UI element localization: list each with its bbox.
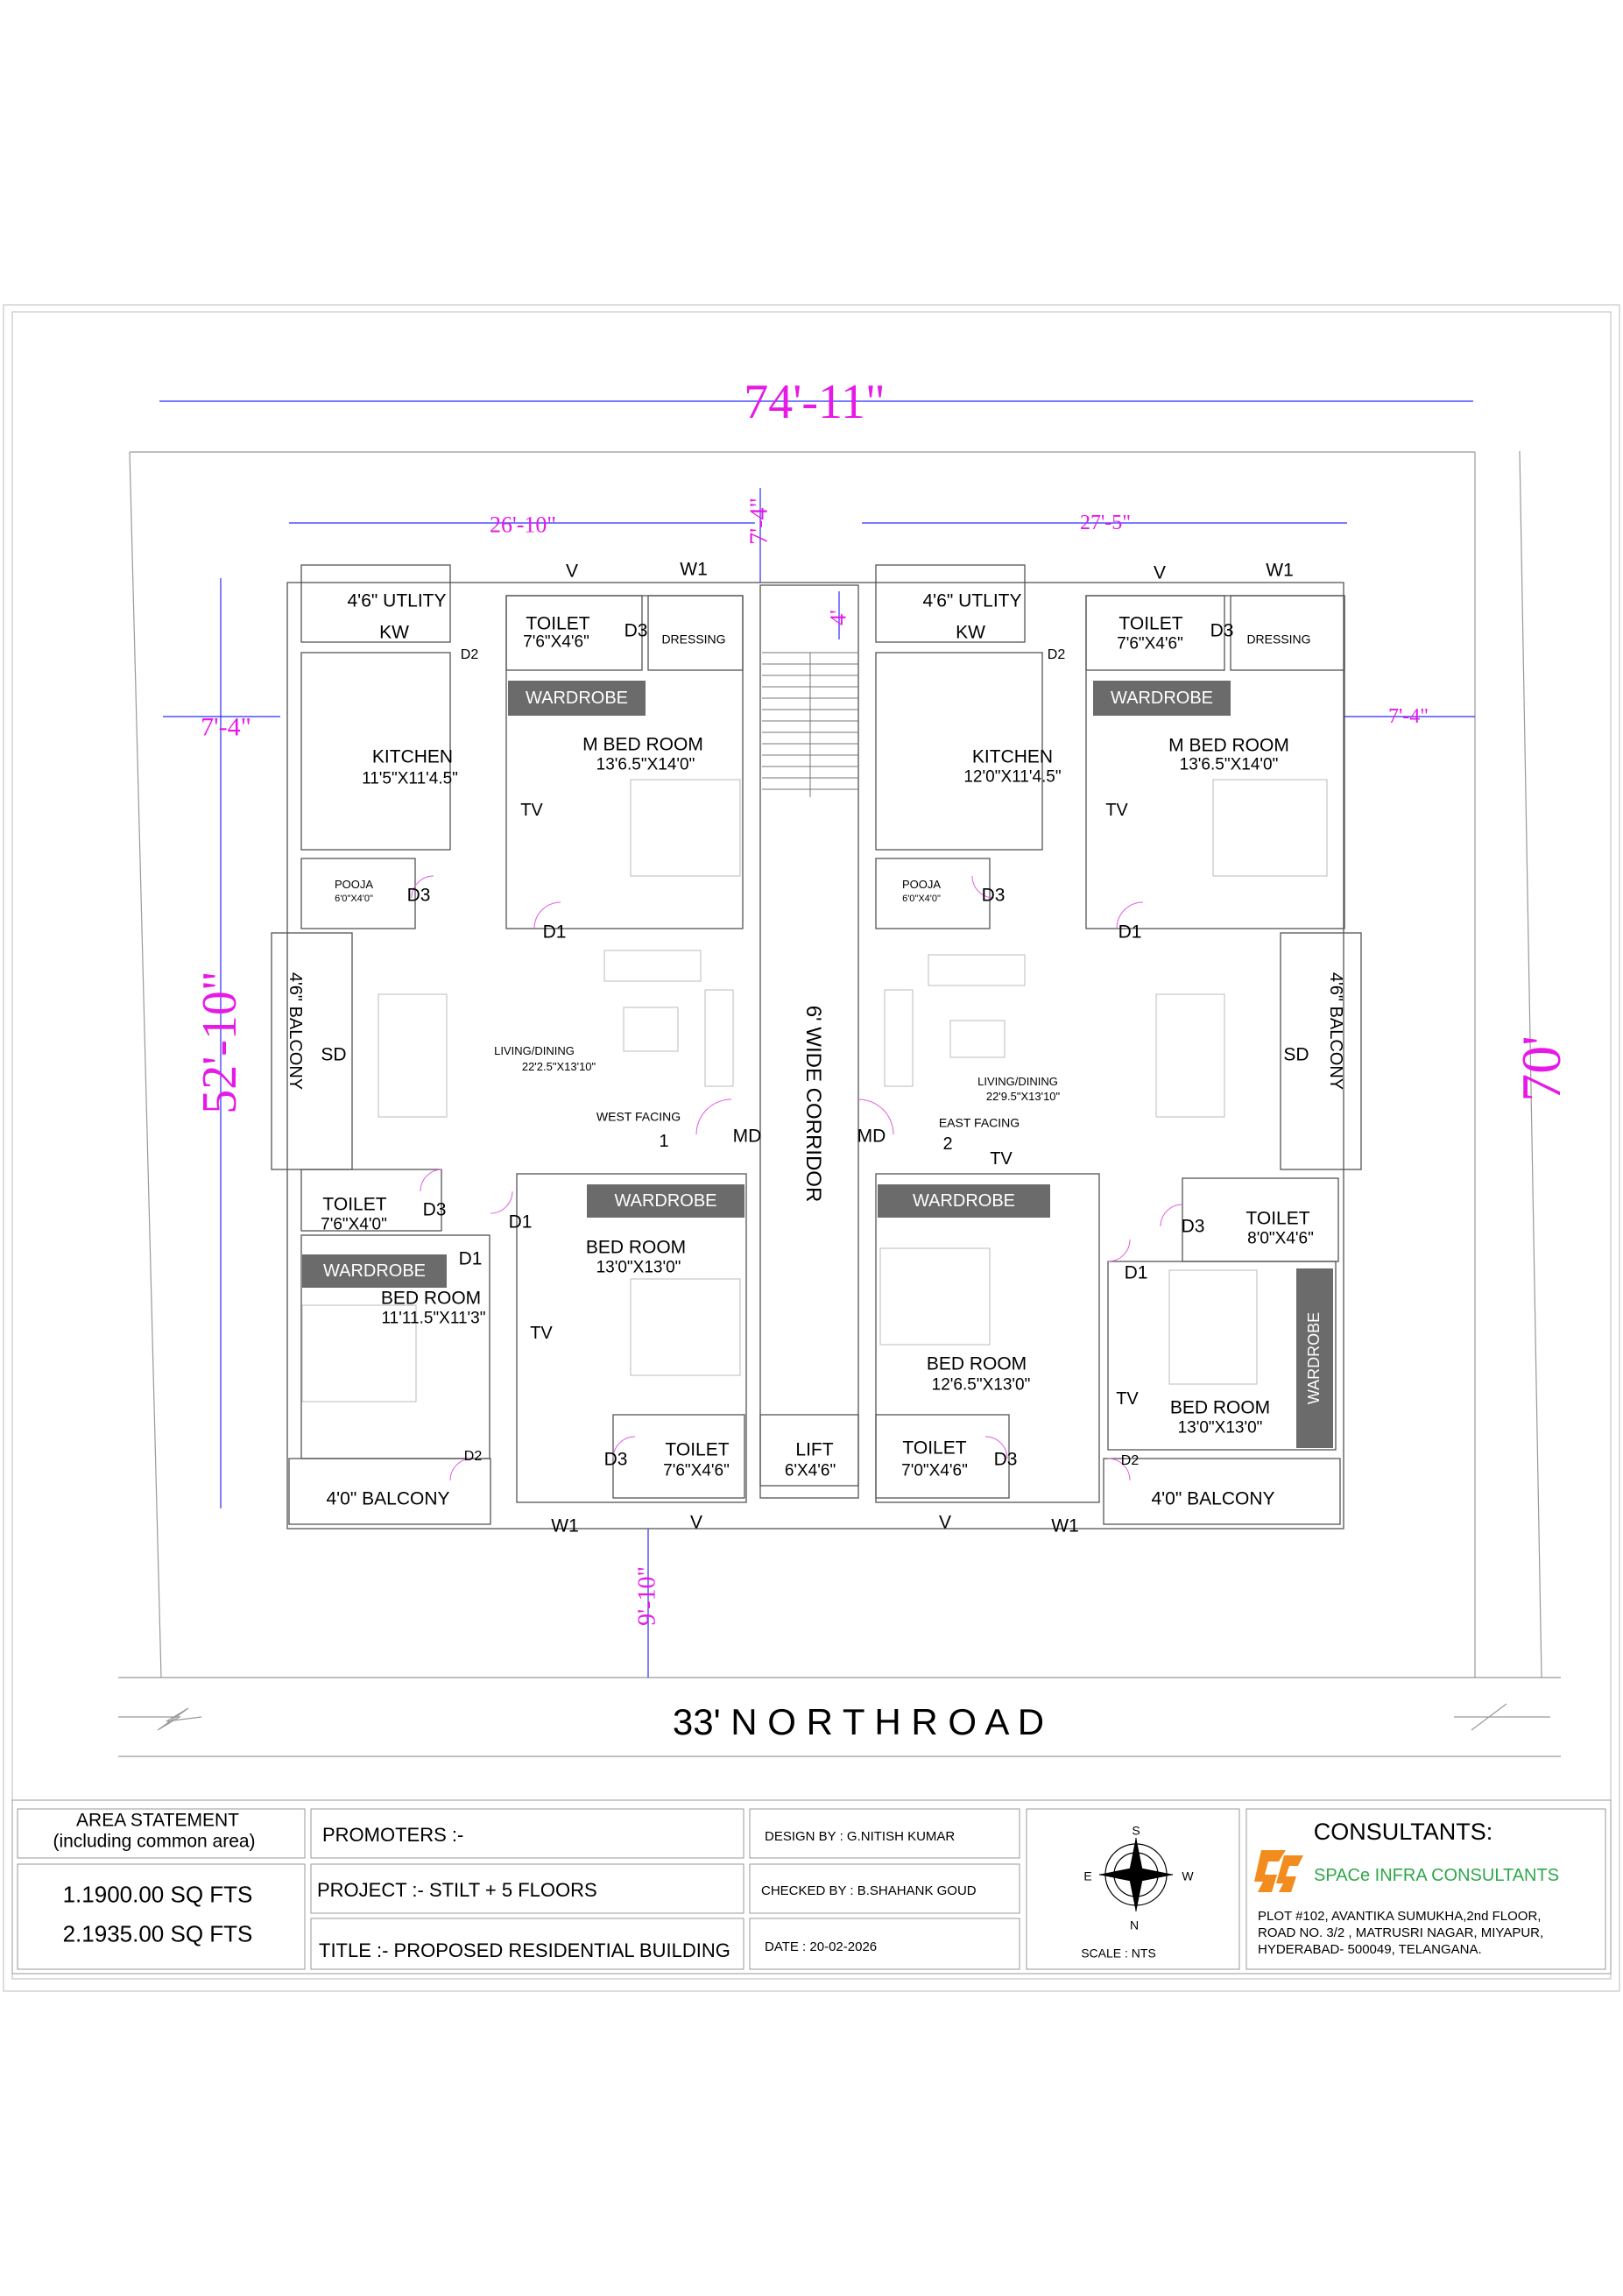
toilet-size-right-side: 8'0"X4'6" [1247,1229,1314,1248]
date-label: DATE : 20-02-2026 [765,1939,878,1954]
dressing-label-right: DRESSING [1246,632,1311,646]
kitchen-size-right: 12'0"X11'4.5" [963,767,1062,787]
d3-label-right-mid: D3 [1181,1216,1205,1237]
compass-bottom-label: N [1129,1918,1140,1932]
v-label-right-bottom: V [938,1512,952,1533]
d3-label-left-pooja: D3 [406,885,431,906]
d3-label-right-bottom: D3 [993,1449,1018,1470]
area-statement-title: AREA STATEMENT [76,1810,239,1831]
promoters-label: PROMOTERS :- [322,1824,464,1846]
d1-label-right-mbed: D1 [1118,922,1142,943]
d1-label-left-mbed: D1 [542,922,567,943]
total-width-dimension: 74'-11" [744,375,886,430]
d3-label-right-pooja: D3 [981,885,1006,906]
scale-label: SCALE : NTS [1081,1946,1156,1960]
area-2-value: 2.1935.00 SQ FTS [62,1920,253,1947]
sd-label-left: SD [321,1044,347,1065]
left-setback-dimension: 7'-4" [201,712,251,742]
toilet-size-left-top: 7'6"X4'6" [523,632,589,652]
bed-size-right-center: 12'6.5"X13'0" [931,1375,1031,1395]
top-setback-dimension: 7'-4" [745,498,773,545]
toilet-label-left-mid: TOILET [322,1194,387,1215]
w1-label-right-top: W1 [1266,560,1294,581]
right-setback-dimension: 7'-4" [1387,704,1429,728]
design-by-label: DESIGN BY : G.NITISH KUMAR [765,1829,956,1844]
address-line-1: PLOT #102, AVANTIKA SUMUKHA,2nd FLOOR, [1258,1909,1542,1924]
living-size-left: 22'2.5"X13'10" [521,1059,596,1073]
mbed-size-right: 13'6.5"X14'0" [1179,755,1279,774]
east-facing-label: EAST FACING [938,1115,1020,1130]
w1-label-right-bottom: W1 [1051,1515,1079,1537]
d2-label-right-bottom: D2 [1120,1453,1140,1469]
balcony-label-right-side: 4'6" BALCONY [1326,971,1345,1091]
corridor-label: 6' WIDE CORRIDOR [801,1005,826,1203]
project-label: PROJECT :- STILT + 5 FLOORS [317,1879,597,1901]
bottom-setback-dimension: 9'-10" [633,1566,661,1626]
compass-top-label: S [1132,1823,1140,1838]
toilet-label-right-side: TOILET [1245,1208,1310,1229]
mbed-label-right: M BED ROOM [1168,735,1289,756]
md-label-right: MD [857,1126,886,1147]
balcony-label-left-side: 4'6" BALCONY [286,971,305,1091]
pooja-label-right: POOJA [901,877,942,891]
flat-2-label: 2 [942,1134,953,1154]
bed-size-left: 11'11.5"X11'3" [381,1309,486,1328]
v-label-left-bottom: V [689,1512,703,1533]
toilet-size-right-bottom: 7'0"X4'6" [901,1461,968,1480]
utility-label-right: 4'6" UTLITY [922,590,1022,611]
kw-label-left: KW [379,622,409,643]
pooja-size-right: 6'0"X4'0" [902,893,941,904]
right-height-dimension: 70' [1509,1035,1572,1102]
mbed-size-left: 13'6.5"X14'0" [596,755,695,774]
d2-label-right-top: D2 [1047,647,1066,663]
dressing-label-left: DRESSING [661,632,726,646]
toilet-label-left-bottom: TOILET [665,1439,730,1460]
d1-label-left-bed2: D1 [458,1248,483,1269]
wardrobe-bed-left-center: WARDROBE [587,1184,744,1218]
wardrobe-bed-left: WARDROBE [302,1254,447,1288]
kitchen-label-right: KITCHEN [971,746,1054,767]
balcony-label-left-bottom: 4'0" BALCONY [326,1488,450,1509]
title-label: TITLE :- PROPOSED RESIDENTIAL BUILDING [319,1939,730,1961]
kitchen-size-left: 11'5"X11'4.5" [362,769,458,788]
d3-label-left-top: D3 [624,620,648,641]
wardrobe-mbed-right: WARDROBE [1093,681,1231,716]
d3-label-left-mid: D3 [422,1199,447,1220]
flat-1-label: 1 [659,1132,669,1151]
d2-label-left-top: D2 [460,647,479,663]
area-1-value: 1.1900.00 SQ FTS [62,1881,253,1908]
v-label-right-top: V [1153,562,1167,583]
d1-label-right-bed: D1 [1124,1262,1148,1283]
bed-size-left-center: 13'0"X13'0" [596,1258,681,1277]
md-label-left: MD [732,1126,762,1147]
d3-label-right-top: D3 [1210,620,1234,641]
w1-label-left-top: W1 [680,559,708,580]
west-facing-label: WEST FACING [596,1109,681,1124]
kw-label-right: KW [956,622,985,643]
lift-size: 6'X4'6" [784,1461,836,1480]
pooja-label-left: POOJA [334,877,374,891]
left-width-dimension: 26'-10" [490,512,556,538]
road-label: 33' N O R T H R O A D [672,1700,1045,1742]
utility-label-left: 4'6" UTLITY [347,590,447,611]
sd-label-right: SD [1283,1044,1309,1065]
tv-label-right-bed: TV [990,1149,1013,1169]
living-label-left: LIVING/DINING [494,1043,575,1057]
bed-label-left: BED ROOM [380,1288,482,1309]
firm-name: SPACe INFRA CONSULTANTS [1314,1866,1560,1885]
living-size-right: 22'9.5"X13'10" [985,1089,1061,1103]
consultants-label: CONSULTANTS: [1313,1819,1493,1846]
toilet-size-left-mid: 7'6"X4'0" [321,1215,387,1234]
right-width-dimension: 27'-5" [1079,511,1132,534]
wardrobe-bed-right-center: WARDROBE [878,1184,1050,1218]
bed-size-right: 13'0"X13'0" [1177,1418,1263,1438]
stair-dimension: 4' [825,610,851,625]
v-label-left-top: V [565,561,579,582]
address-line-2: ROAD NO. 3/2 , MATRUSRI NAGAR, MIYAPUR, [1258,1925,1544,1940]
area-statement-subtitle: (including common area) [53,1831,256,1852]
compass-west-label: W [1182,1869,1194,1883]
d3-label-left-bottom: D3 [603,1449,628,1470]
pooja-size-left: 6'0"X4'0" [335,893,373,904]
living-label-right: LIVING/DINING [977,1074,1058,1088]
d2-label-left-bottom: D2 [463,1449,483,1465]
bed-label-right: BED ROOM [1169,1397,1271,1418]
compass-east-label: E [1083,1869,1092,1883]
wardrobe-bed-right [1296,1268,1333,1448]
address-line-3: HYDERABAD- 500049, TELANGANA. [1258,1942,1482,1957]
balcony-label-right-bottom: 4'0" BALCONY [1151,1488,1275,1509]
wardrobe-bed-right-label: WARDROBE [1305,1311,1323,1405]
toilet-label-right-bottom: TOILET [902,1438,967,1459]
checked-by-label: CHECKED BY : B.SHAHANK GOUD [761,1883,977,1898]
left-height-dimension: 52'-10" [193,971,248,1114]
tv-label-right-mbed: TV [1105,801,1128,820]
tv-label-left-mbed: TV [520,801,543,820]
wardrobe-mbed-left: WARDROBE [508,681,646,716]
toilet-size-left-bottom: 7'6"X4'6" [663,1461,730,1480]
toilet-label-right-top: TOILET [1118,613,1183,634]
mbed-label-left: M BED ROOM [582,734,703,755]
bed-label-left-center: BED ROOM [585,1237,687,1258]
w1-label-left-bottom: W1 [551,1515,579,1537]
lift-label: LIFT [795,1439,834,1460]
d1-label-left-bed1: D1 [508,1212,533,1233]
toilet-label-left-top: TOILET [526,613,590,634]
bed-label-right-center: BED ROOM [926,1353,1027,1374]
tv-label-left-bed: TV [530,1324,553,1343]
toilet-size-right-top: 7'6"X4'6" [1117,634,1183,653]
tv-label-right-bed2: TV [1116,1389,1139,1409]
kitchen-label-left: KITCHEN [371,746,454,767]
